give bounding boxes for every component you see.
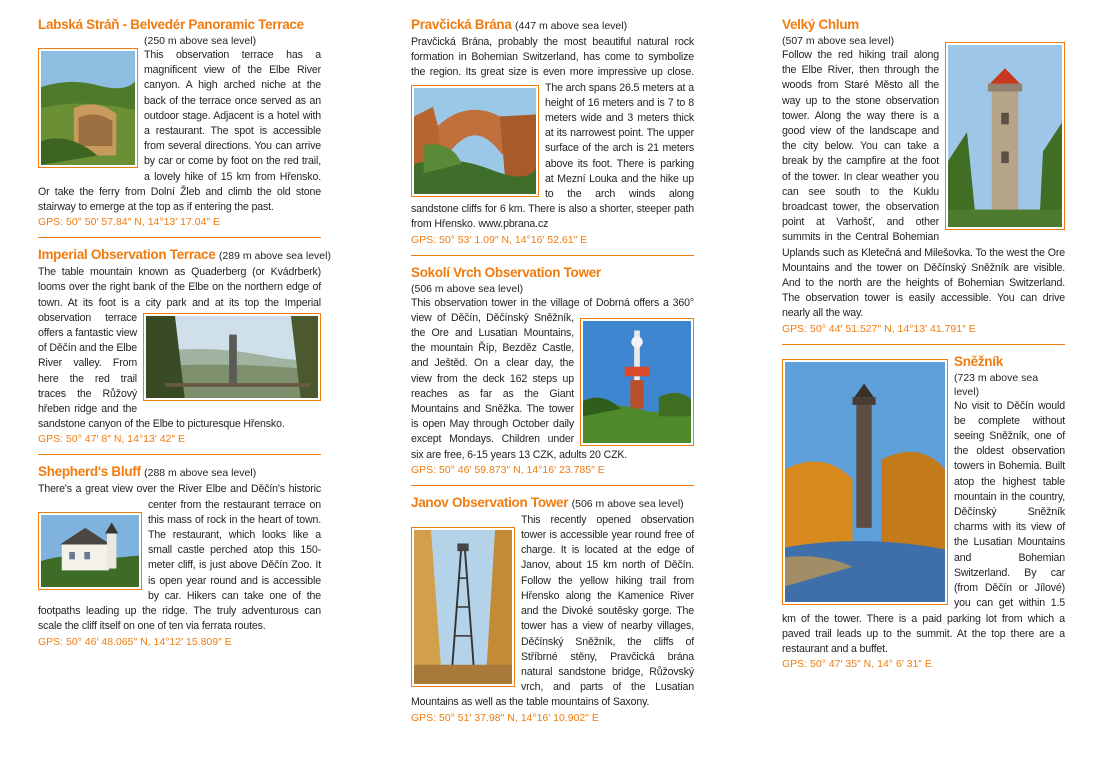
photo-imperial-terrace [143, 313, 321, 401]
gps-coordinates: GPS: 50° 46′ 59.873″ N, 14°16′ 23.785″ E [411, 463, 605, 476]
altitude: (723 m above sea level) [954, 371, 1039, 398]
divider [38, 454, 321, 455]
section-text: There's a great view over the River Elbe and Děčín's historic center from the restaurant terrace on this mass of rock in the heart of town. The restaurant, which looks like a small castle perched atop this 150-meter cliff, is just above Děčín Zoo. It is open year round and is accessible by car. Hikers can take one of the footpaths leading up the ridge. The truly adventurous can scale the cliff itself on one of ten via ferrata routes. [38, 483, 321, 633]
photo-pravcicka-brana [411, 85, 539, 197]
photo-janov-tower [411, 527, 515, 687]
gps-coordinates: GPS: 50° 53′ 1.09″ N, 14°16′ 52.61″ E [411, 233, 588, 246]
section-text: This observation terrace has a magnificent view of the Elbe River canyon. A high arched niche at the back of the terrace once served as an outdoor stage. Adjacent is a hotel with a restaurant. The spot is accessible from several directions. You can arrive by car or come by foot on the red trail, a lovely hike of 15 km from Hřensko. Or take the ferry from Dolní Žleb and climb the old stone stairway to emerge at the top as if entering the past. [38, 49, 321, 214]
divider [782, 344, 1065, 345]
section-title: Velký Chlum [782, 17, 859, 32]
photo-sokoli-vrch [580, 318, 694, 446]
section-title: Sokolí Vrch Observation Tower [411, 264, 601, 280]
section-janov-tower [411, 494, 694, 726]
divider [38, 237, 321, 238]
section-text: No visit to Děčín would be complete without seeing Sněžník, one of the oldest observation towers in Bohemia. Built atop the highest table mountain in the country, Děčínský Sněžník charms with its view of the Lusatian Mountains and Bohemian Switzerland. By car (from Děčín or Jílové) you can get within 1.5 km of the tower. There is a paid parking lot from which a paved trail leads up to the summit. At the top there are a restaurant and a buffet. [782, 399, 1065, 655]
section-text: Pravčická Brána, probably the most beautiful natural rock formation in Bohemian Switzerland, has come to symbolize the region. Its great size is even more impressive up close. The arch spans 26.5 meters at a height of 16 meters and is 7 to 8 meters wide and 3 meters thick at its narrowest point. The upper surface of the arch is 21 meters above its foot. There is parking at Mezní Louka and the hike up to the arch winds along sandstone cliffs for 6 km. There is also a shorter, steeper path from Hřensko. www.pbrana.cz [411, 36, 694, 231]
title-text: Janov Observation Tower [411, 494, 569, 510]
title-text: Pravčická Brána [411, 17, 512, 32]
gps-coordinates: GPS: 50° 51′ 37.98″ N, 14°16′ 10.902″ E [411, 711, 599, 724]
section-text: This observation tower in the village of Dobrná offers a 360° view of Děčín, Děčínský Sněžník, the Ore and Lusatian Mountains, the mountain Říp, Bezděz Castle, and Ještěd. On a clear day, the view from the deck 162 steps up reaches as far as the Giant Mountains and Sněžka. The tower is open May through October daily except Mondays. Children under six are free, 6-15 years 13 CZK, adults 20 CZK. [411, 296, 694, 461]
photo-shepherds-bluff [38, 512, 142, 590]
gps-coordinates: GPS: 50° 47′ 35″ N, 14° 6′ 31″ E [782, 658, 932, 671]
altitude: (289 m above sea level) [218, 250, 331, 263]
photo-sneznik [782, 359, 948, 605]
section-text: The table mountain known as Quaderberg (or Kvádrberk) looms over the right bank of the Elbe on the northern edge of town. At its foot is a city park and at its top the Imperial observation terrace offers a fantastic view of Děčín and the Elbe River valley. From here the red trail traces the Růžový hřeben ridge and the sandstone canyon of the Elbe to picturesque Hřensko. [38, 266, 321, 431]
altitude: (447 m above sea level) [515, 20, 628, 32]
gps-coordinates: GPS: 50° 47′ 8″ N, 14°13′ 42″ E [38, 433, 186, 446]
section-title [411, 16, 694, 35]
altitude: (506 m above sea level) [411, 282, 524, 295]
altitude: (288 m above sea level) [144, 467, 257, 480]
altitude: (507 m above sea level) [782, 35, 895, 47]
photo-velky-chlum [945, 42, 1065, 230]
section-imperial-terrace [38, 246, 331, 447]
altitude: (250 m above sea level) [144, 35, 257, 47]
altitude: (506 m above sea level) [571, 497, 684, 510]
section-text: Follow the red hiking trail along the Elbe River, then through the woods from Staré Město all the way up to the stone observation tower. Along the way there is a good view of the landscape and the city below. You can take a break by the campfire at the foot of the tower. In clear weather you can see south to the Kuklu broadcast tower, the observation point at Varhošť, and other summits in the Central Bohemian Uplands such as Kletečná and Milešovka. To the west the Ore Mountains and the tower on Děčínský Sněžník are visible. And to the north are the heights of Bohemian Switzerland. The observation tower is easily accessible. You can drive nearly all the way. [782, 49, 1065, 320]
title-text: Shepherd's Bluff [38, 464, 141, 480]
gps-coordinates: GPS: 50° 50′ 57.84″ N, 14°13′ 17.04″ E [38, 216, 221, 229]
section-velky-chlum [782, 16, 1065, 337]
section-title [38, 246, 331, 265]
section-labska-stran [38, 16, 321, 230]
column-left [38, 16, 331, 650]
photo-labska-stran [38, 48, 138, 168]
section-pravcicka-brana [411, 16, 694, 248]
column-middle [411, 16, 694, 726]
section-title: Sněžník [954, 353, 1003, 369]
section-sneznik [782, 353, 1065, 672]
section-sokoli-vrch [411, 264, 694, 478]
column-right [782, 16, 1065, 672]
section-shepherds-bluff [38, 463, 321, 649]
section-title [38, 463, 321, 482]
section-title [411, 494, 694, 513]
gps-coordinates: GPS: 50° 46′ 48.065″ N, 14°12′ 15.809″ E [38, 635, 232, 648]
divider [411, 255, 694, 256]
gps-coordinates: GPS: 50° 44′ 51.527″ N, 14°13′ 41.791″ E [782, 322, 976, 335]
section-title: Labská Stráň - Belvedér Panoramic Terrace [38, 17, 304, 32]
divider [411, 485, 694, 486]
title-text: Imperial Observation Terrace [38, 247, 216, 263]
section-text: This recently opened observation tower is accessible year round free of charge. It is located at the edge of Janov, about 15 km north of Děčín. Follow the yellow hiking trail from Hřensko along the Kamenice River and the Divoké soutěsky gorge. The tower has a view of nearby villages, Děčínský Sněžník, the cliffs of Stříbrné stěny, Pravčická brána natural sandstone bridge, Růžovský vrch, and parts of the Lusatian Mountains as well as the table mountains of Saxony. [411, 513, 694, 709]
